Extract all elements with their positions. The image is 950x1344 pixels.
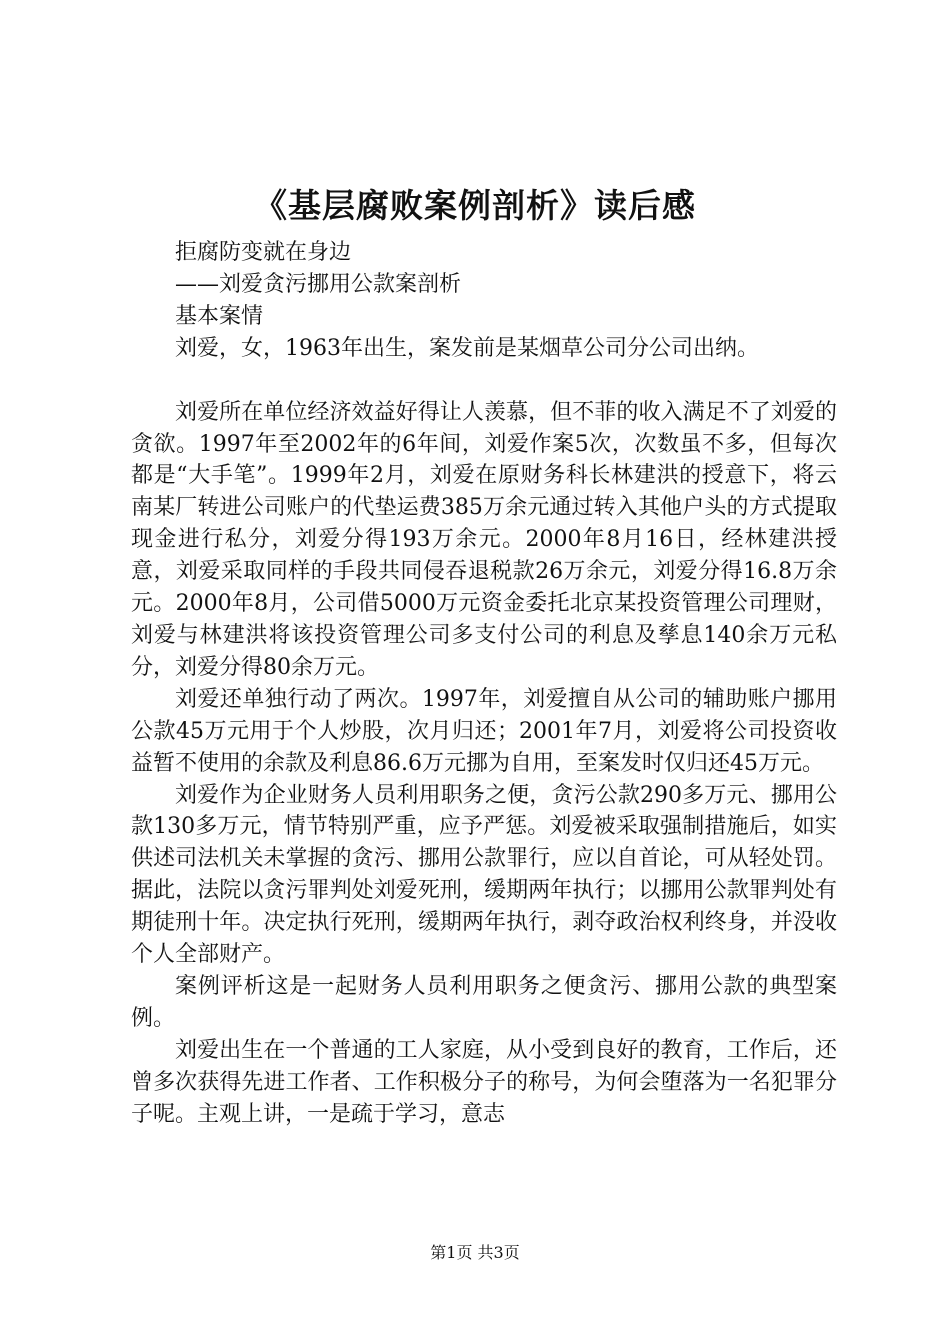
page-footer: 第1页 共3页	[430, 1243, 520, 1262]
subheading-slogan: 拒腐防变就在身边	[175, 240, 352, 265]
paragraph-solo-acts: 刘爱还单独行动了两次。1997年，刘爱擅自从公司的辅助账户挪用公款45万元用于个人炒股，次月归还；2001年7月，刘爱将公司投资收益暂不使用的余款及利息86.6万元挪为自用，至案发时仅归还45万元。	[131, 686, 837, 776]
paragraph-crimes: 刘爱所在单位经济效益好得让人羡慕，但不菲的收入满足不了刘爱的贪欲。1997年至2002年的6年间，刘爱作案5次，次数虽不多，但每次都是“大手笔”。1999年2月，刘爱在原财务科长林建洪的授意下，将云南某厂转进公司账户的代垫运费385万余元通过转入其他户头的方式提取现金进行私分，刘爱分得193万余元。2000年8月16日，经林建洪授意，刘爱采取同样的手段共同侵吞退税款26万余元，刘爱分得16.8万余元。2000年8月，公司借5000万元资金委托北京某投资管理公司理财，刘爱与林建洪将该投资管理公司多支付公司的利息及孳息140余万元私分，刘爱分得80余万元。	[131, 399, 837, 680]
paragraph-analysis: 刘爱出生在一个普通的工人家庭，从小受到良好的教育，工作后，还曾多次获得先进工作者、工作积极分子的称号，为何会堕落为一名犯罪分子呢。主观上讲，一是疏于学习，意志	[131, 1037, 837, 1127]
document-title: 《基层腐败案例剖析》读后感	[254, 186, 696, 225]
document-body	[131, 237, 837, 1130]
paragraph-verdict: 刘爱作为企业财务人员利用职务之便，贪污公款290多万元、挪用公款130多万元，情节特别严重，应予严惩。刘爱被采取强制措施后，如实供述司法机关未掌握的贪污、挪用公款罪行，应以自首论，可从轻处罚。据此，法院以贪污罪判处刘爱死刑，缓期两年执行；以挪用公款罪判处有期徒刑十年。决定执行死刑，缓期两年执行，剥夺政治权利终身，并没收个人全部财产。	[131, 782, 837, 968]
subheading-case-name: ——刘爱贪污挪用公款案剖析	[175, 271, 462, 297]
paragraph-case-review: 案例评析这是一起财务人员利用职务之便贪污、挪用公款的典型案例。	[131, 973, 837, 1031]
paragraph-profile: 刘爱，女，1963年出生，案发前是某烟草公司分公司出纳。	[175, 335, 759, 361]
subheading-basic-facts: 基本案情	[175, 303, 264, 329]
